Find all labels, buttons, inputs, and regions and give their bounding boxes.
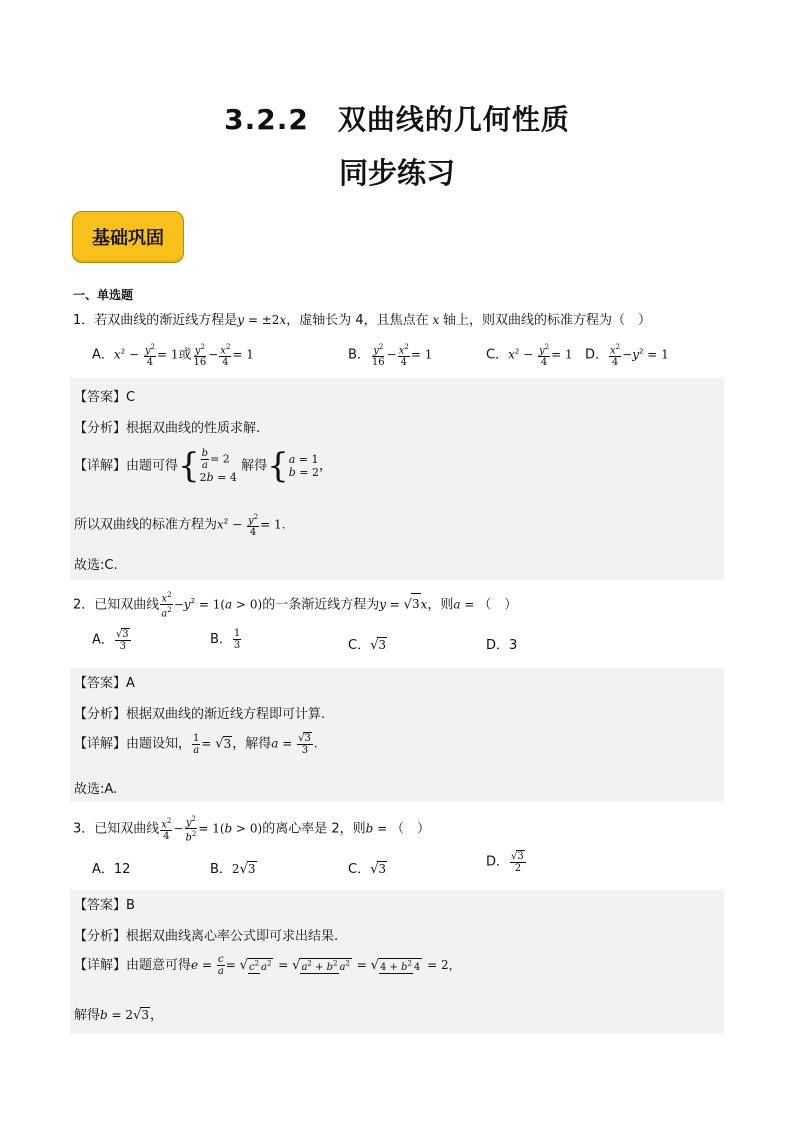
q3-option-d: D． $\frac{√3}{2}$ [486,851,524,874]
q1-detail: 【详解】由题可得{ $\frac{b}{a}$ = 2 2b = 4 解得{ a = 1 b = 2 ， [74,446,332,486]
q3-detail: 【详解】由题意可得e = $\frac{c}{a}$ = $√c^2$ $a^2 = √a^2 + b^2$ $a^2 = √4 + b^2$ 4 = 2， [74,954,461,977]
q2-option-b: B． $\frac{1}{3}$ [210,628,241,651]
q1-choose: 故选:C. [74,558,118,573]
q1-mid2: 轴上，则双曲线的标准方程为（ ） [443,313,652,328]
document-title-line1: 3.2.2 双曲线的几何性质 [224,103,570,136]
q2-choose: 故选:A. [74,782,118,797]
q3-answer: 【答案】B [74,898,135,913]
question-2: 2．已知双曲线 $\frac{x^2}{a^2}$ $-y^2 = 1(a > 0)$的一条渐近线方程为y = √3x，则a = （ ） [73,591,518,620]
q1-option-d: D． $\frac{x^2}{4}$ $-y^2 = 1$ [585,343,669,369]
question-3: 3．已知双曲线 $\frac{x^2}{4}$ − $\frac{y^2}{b^2}$ = 1(b > 0)的离心率是 2，则b = （ ） [73,815,430,844]
q1-conclusion: 所以双曲线的标准方程为$x^2$ − $\frac{y^2}{4}$ = 1. [74,513,286,539]
q3-solve: 解得b = 2√3， [74,1008,163,1023]
q3-option-a: A．12 [92,862,131,877]
q1-option-a: A．$x^2$ − $\frac{y^2}{4}$ = 1或 $\frac{y^2}{16}$ − $\frac{x^2}{4}$ = 1 [92,343,254,369]
q2-detail: 【详解】由题设知， $\frac{1}{a}$ = √3，解得a = $\frac{√3}{3}$ . [74,732,318,756]
q3-option-c: C．√3 [348,862,387,877]
q1-analysis: 【分析】根据双曲线的性质求解. [74,421,261,436]
q2-option-c: C．√3 [348,638,387,653]
q1-prefix: 1．若双曲线的渐近线方程是 [73,313,238,328]
document-title-line2: 同步练习 [338,156,455,190]
q1-option-c: C．$x^2$ − $\frac{y^2}{4}$ = 1 [486,343,573,369]
q3-answer-box [70,890,724,1034]
q2-answer-box [70,668,724,802]
section-heading: 一、单选题 [73,288,134,302]
q2-option-a: A． $\frac{√3}{3}$ [92,629,129,652]
q2-option-d: D．3 [486,638,518,653]
q2-analysis: 【分析】根据双曲线的渐近线方程即可计算. [74,707,326,722]
q1-option-b: B． $\frac{y^2}{16}$ − $\frac{x^2}{4}$ = 1 [348,343,433,369]
basic-consolidation-badge: 基础巩固 [72,211,184,263]
q1-mid: ，虚轴长为 4，且焦点在 [286,313,429,328]
q3-option-b: B．2√3 [210,862,256,877]
question-1: 1．若双曲线的渐近线方程是y = ±2x，虚轴长为 4，且焦点在 x 轴上，则双曲线的标准方程为（ ） [73,313,652,328]
q1-answer-box [70,378,724,580]
q3-analysis: 【分析】根据双曲线离心率公式即可求出结果. [74,929,339,944]
q1-answer: 【答案】C [74,390,136,405]
q2-answer: 【答案】A [74,676,135,691]
